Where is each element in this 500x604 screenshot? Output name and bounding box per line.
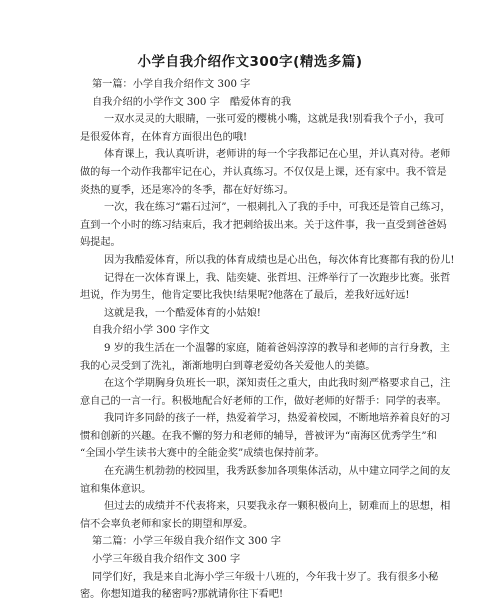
text-line-20: 我同许多同龄的孩子一样，热爱着学习，热爱着校园，不断地培养着良好的习 bbox=[104, 413, 451, 425]
text-line-2: 自我介绍的小学作文 300 字 酷爱体育的我 bbox=[92, 96, 292, 108]
document-title: 小学自我介绍作文300字(精选多篇) bbox=[137, 54, 363, 70]
text-line-29: 同学们好，我是来自北海小学三年级十八班的，今年我十岁了。我有很多小秘 bbox=[92, 571, 439, 583]
text-line-17: 我的心灵受到了洗礼，渐渐地明白到尊老爱幼各关爱他人的美德。 bbox=[80, 360, 376, 372]
text-line-30: 密。你想知道我的秘密吗?那就请你往下看吧! bbox=[80, 589, 284, 601]
text-line-13: 坦说，作为男生，他肯定要比我快!结果呢?他落在了最后，差我好远好远! bbox=[80, 290, 410, 302]
text-line-5: 体育课上，我认真听讲，老师讲的每一个字我都记在心里，并认真对待。老师 bbox=[104, 149, 451, 161]
text-line-19: 意自己的一言一行。积极地配合好老师的工作，做好老师的好帮手：同学的表率。 bbox=[80, 395, 447, 407]
text-line-25: 但过去的成绩并不代表将来，只要我永存一颗积极向上，韧难而上的思想，相 bbox=[104, 501, 451, 513]
text-line-27: 第二篇：小学三年级自我介绍作文 300 字 bbox=[92, 536, 281, 548]
text-line-26: 信不会辜负老师和家长的期望和厚爱。 bbox=[80, 518, 254, 530]
text-line-16: 9 岁的我生活在一个温馨的家庭，随着爸妈淳淳的教导和老师的言行身教，主 bbox=[104, 342, 450, 354]
document-body bbox=[80, 76, 455, 604]
text-line-18: 在这个学期胸身负班长一职，深知责任之重大，由此我时刻严格要求自己，注 bbox=[104, 378, 451, 390]
text-line-23: 在充满生机勃勃的校园里，我秀跃参加各项集体活动，从中建立同学之间的友 bbox=[104, 466, 451, 478]
text-line-12: 记得在一次体育课上，我、陆奕婕、张哲坦、汪烨举行了一次跑步比赛。张哲 bbox=[104, 272, 451, 284]
text-line-24: 谊和集体意识。 bbox=[80, 483, 152, 495]
text-line-14: 这就是我，一个酷爱体育的小姑娘! bbox=[104, 307, 261, 319]
text-line-28: 小学三年级自我介绍作文 300 字 bbox=[92, 554, 241, 566]
text-line-10: 妈提起。 bbox=[80, 237, 121, 249]
text-line-11: 因为我酷爱体育，所以我的体育成绩也是心出色，每次体育比赛都有我的份儿! bbox=[104, 254, 455, 266]
text-line-15: 自我介绍小学 300 字作文 bbox=[92, 325, 210, 337]
text-line-1: 第一篇：小学自我介绍作文 300 字 bbox=[92, 79, 251, 90]
text-line-9: 直到一个小时的练习结束后，我才把刺给拔出来。关于这件事，我一直受到爸爸妈 bbox=[80, 219, 447, 231]
text-line-21: 惯和创新的兴趣。在我不懈的努力和老师的辅导，普被评为“南海区优秀学生”和 bbox=[80, 430, 437, 442]
text-line-4: 是很爱体育，在体育方面很出色的哦! bbox=[80, 131, 248, 143]
text-line-6: 做的每一个动作我都牢记在心，并认真练习。不仅仅是上课，还有家中。我不管是 bbox=[80, 166, 447, 178]
text-line-7: 炎热的夏季，还是寒冷的冬季，都在好好练习。 bbox=[80, 184, 294, 196]
text-line-22: “全国小学生读书大赛中的全能金奖”成绩也保持前茅。 bbox=[80, 448, 325, 460]
text-line-8: 一次，我在练习“霜石过河”，一根刺扎入了我的手中，可我还是管自己练习， bbox=[104, 202, 451, 214]
text-line-3: 一双水灵灵的大眼睛，一张可爱的樱桃小嘴，这就是我!别看我个子小，我可 bbox=[104, 114, 445, 126]
